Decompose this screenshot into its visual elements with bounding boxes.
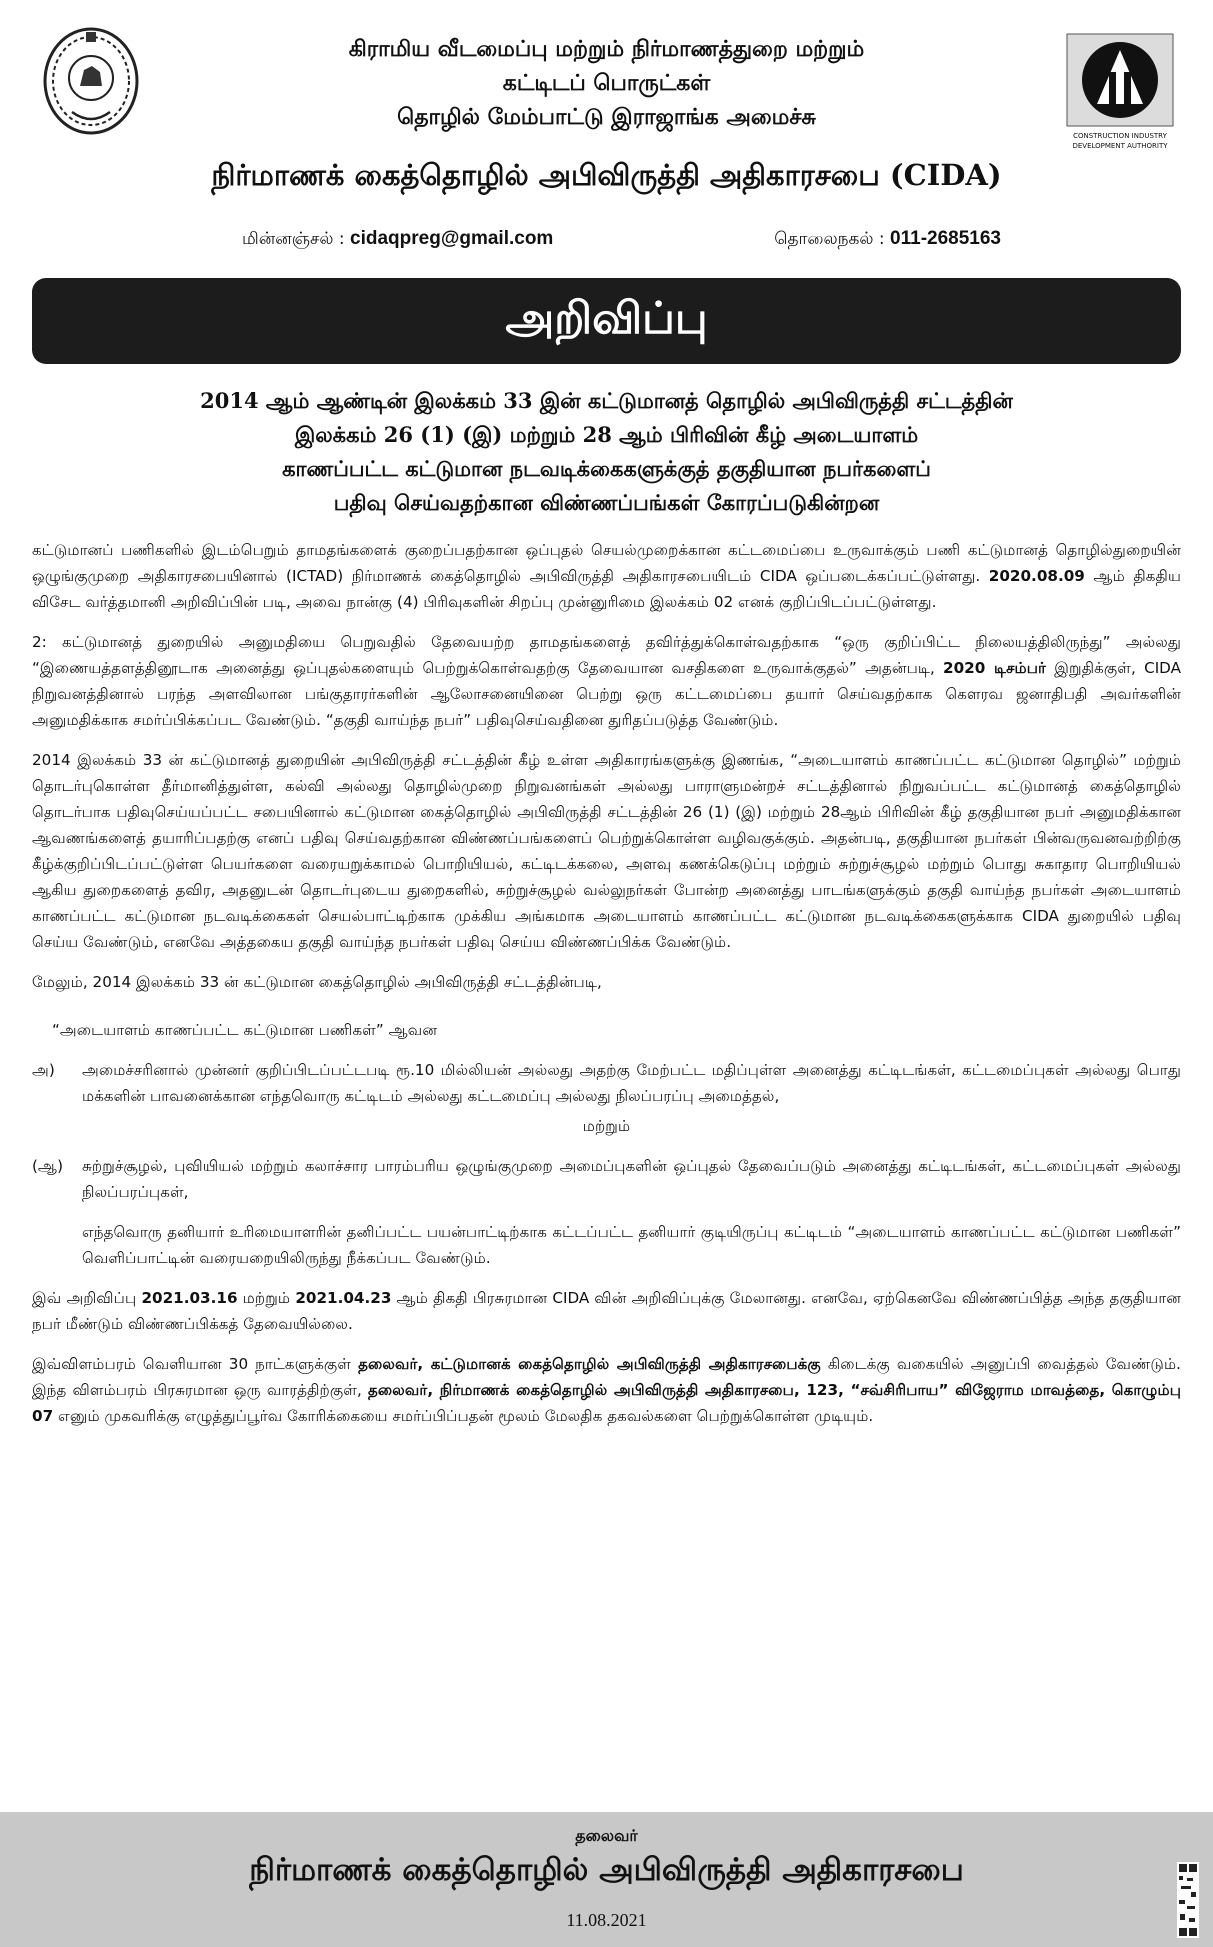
p7-text-b: மற்றும் [237,1289,296,1307]
paragraph-6: எந்தவொரு தனியார் உரிமையாளரின் தனிப்பட்ட பயன்பாட்டிற்காக கட்டப்பட்ட தனியார் குடியிருப்பு கட்டிடம் “அடையாளம் காணப்பட்ட கட்டுமான பணிகள்” வெளிப்பாட்டின் வரையறையிலிருந்து நீக்கப்பட வேண்டும். [82,1223,1181,1267]
p8-text-c: கிடைக்கு வகையில் அனுப்பி வைத்தல் வேண்டும். இந்த விளம்பரம் பிரசுரமான ஒரு வாரத்திற்குள், [32,1355,1181,1399]
subject-line-1: 2014 ஆம் ஆண்டின் இலக்கம் 33 இன் கட்டுமானத் தொழில் அபிவிருத்தி சட்டத்தின் [200,388,1013,413]
subject-heading [40,384,1173,520]
sri-lanka-emblem-icon [42,26,140,136]
email-contact [242,228,553,251]
p7-date-1: 2021.03.16 [141,1289,238,1307]
and-word: மற்றும் [582,1117,631,1135]
paragraph-3: 2014 இலக்கம் 33 ன் கட்டுமானத் துறையின் அபிவிருத்தி சட்டத்தின் கீழ் உள்ள அதிகாரங்களுக்கு இணங்க, “அடையாளம் காணப்பட்ட கட்டுமான தொழில்” மற்றும் தொடர்புகொள்ள தீர்மானித்துள்ள, கல்வி அல்லது தொழில்முறை நிறுவனங்கள் அல்லது பாராளுமன்றச் சட்டத்தினால் நிறுவப்பட்ட கட்டுமானத் கைத்தொழில் தொடர்பாக பதிவுசெய்யப்பட்ட சபையினால் கட்டுமான கைத்தொழில் அபிவிருத்தி சட்டத்தின் 26 (1) (இ) மற்றும் 28ஆம் பிரிவின் கீழ் தகுதியான நபர் அனுமதிக்கான ஆவணங்களைத் தயாரிப்பதற்கு எனப் பதிவு செய்வதற்கான விண்ணப்பங்களைப் பெற்றுக்கொள்ள வழிவகுக்கும். அதன்படி, தகுதியான நபர்கள் பின்வருவனவற்றிற்கு கீழ்க்குறிப்பிடப்பட்டுள்ள பெயர்களை வரையறுக்காமல் பொறியியல், கட்டிடக்கலை, அளவு கணக்கெடுப்பு மற்றும் சுற்றுச்சூழல் மற்றும் பொது சுகாதார பொறியியல் ஆகிய துறைகளைத் தவிர, அதனுடன் தொடர்புடைய துறைகளில், சுற்றுச்சூழல் வல்லுநர்கள் போன்ற அனைத்து பாடங்களுக்கும் தகுதி வாய்ந்த நபர்கள் அடையாளம் காணப்பட்ட கட்டுமான நடவடிக்கைகள் செயல்பாட்டிற்காக முக்கிய அங்கமாக அடையாளம் காணப்பட்ட கட்டுமான நடவடிக்கைகளுக்காக CIDA துறையில் பதிவு செய்ய வேண்டும், எனவே அத்தகைய தகுதி வாய்ந்த நபர்கள் பதிவு செய்ய விண்ணப்பிக்க வேண்டும். [32,751,1181,951]
logo-text-1: CONSTRUCTION INDUSTRY [1073,132,1167,140]
subject-line-3: காணப்பட்ட கட்டுமான நடவடிக்கைகளுக்குத் தகுதியான நபர்களைப் [282,456,931,481]
notice-banner [32,278,1181,364]
p2-text-a: 2: கட்டுமானத் துறையில் அனுமதியை பெறுவதில் தேவையற்ற தாமதங்களைத் தவிர்த்துக்கொள்வதற்காக “ஒரு குறிப்பிட்ட நிலையத்திலிருந்து” அல்லது “இணையத்தளத்தினூடாக அனைத்து ஒப்புதல்களையும் பெற்றுக்கொள்வதற்கு தேவையான வசதிகளை உருவாக்குதல்” அதன்படி, [32,633,1181,677]
paragraph-1 [32,537,1181,615]
notice-date: 11.08.2021 [566,1910,647,1930]
p1-text-a: கட்டுமானப் பணிகளில் இடம்பெறும் தாமதங்களைக் குறைப்பதற்கான ஒப்புதல் செயல்முறைக்கான கட்டமைப்பை உருவாக்கும் பணி கட்டுமானத் தொழில்துறையின் ஒழுங்குமுறை அதிகாரசபையினால் (ICTAD) நிர்மாணக் கைத்தொழில் அபிவிருத்தி அதிகாரசபையிடம் CIDA ஒப்படைக்கப்பட்டுள்ளது. [32,541,1181,585]
notice-title: அறிவிப்பு [505,292,708,344]
header [32,0,1181,280]
p7-date-2: 2021.04.23 [295,1289,392,1307]
p8-text-a: இவ்விளம்பரம் வெளியான 30 நாட்களுக்குள் [32,1355,359,1373]
ministry-line-3: தொழில் மேம்பாட்டு இராஜாங்க அமைச்சு [397,104,816,130]
list-text-b: சுற்றுச்சூழல், புவியியல் மற்றும் கலாச்சார பாரம்பரிய ஒழுங்குமுறை அமைப்புகளின் ஒப்புதல் தேவைப்படும் அனைத்து கட்டிடங்கள், கட்டமைப்புகள் அல்லது நிலப்பரப்புகள், [82,1157,1181,1201]
paragraph-4: மேலும், 2014 இலக்கம் 33 ன் கட்டுமான கைத்தொழில் அபிவிருத்தி சட்டத்தின்படி, [32,973,602,991]
list-marker-a: அ) [32,1061,55,1079]
ministry-name [162,32,1051,134]
p8-bold-1: தலைவர், கட்டுமானக் கைத்தொழில் அபிவிருத்தி அதிகாரசபைக்கு [358,1355,821,1373]
paragraph-7 [32,1285,1181,1337]
logo-text-2: DEVELOPMENT AUTHORITY [1072,142,1168,150]
phone-contact [774,228,1001,251]
authority-name: நிர்மாணக் கைத்தொழில் அபிவிருத்தி அதிகாரசபை (CIDA) [211,158,1002,192]
notice-body [32,537,1181,1443]
phone-value: 011-2685163 [890,228,1001,249]
qr-code-icon [1177,1862,1199,1938]
list-text-a: அமைச்சரினால் முன்னர் குறிப்பிடப்பட்டபடி ரூ.10 மில்லியன் அல்லது அதற்கு மேற்பட்ட மதிப்புள்ள அனைத்து கட்டிடங்கள், கட்டமைப்புகள் அல்லது பொது மக்களின் பாவனைக்கான எந்தவொரு கட்டிடம் அல்லது கட்டமைப்பு அல்லது நிலப்பரப்பு அமைத்தல், [82,1061,1181,1105]
list-marker-b: (ஆ) [32,1157,64,1175]
email-label: மின்னஞ்சல் : [242,229,351,249]
subject-line-2: இலக்கம் 26 (1) (இ) மற்றும் 28 ஆம் பிரிவின் கீழ் அடையாளம் [294,422,919,447]
p7-text-c: ஆம் திகதி பிரசுரமான CIDA வின் அறிவிப்புக்கு மேலானது. எனவே, ஏற்கெனவே விண்ணப்பித்த அந்த தகுதியான நபர் மீண்டும் விண்ணப்பிக்கத் தேவையில்லை. [32,1289,1181,1333]
paragraph-8 [32,1351,1181,1429]
p1-date: 2020.08.09 [988,567,1085,585]
email-value: cidaqpreg@gmail.com [350,228,554,249]
list-item-a [32,1057,1181,1109]
ministry-line-2: கட்டிடப் பொருட்கள் [502,70,711,96]
footer [0,1812,1213,1947]
subject-line-4: பதிவு செய்வதற்கான விண்ணப்பங்கள் கோரப்படுகின்றன [333,490,880,515]
paragraph-2 [32,629,1181,733]
p8-text-d: எனும் முகவரிக்கு எழுத்துப்பூர்வ கோரிக்கையை சமர்ப்பிப்பதன் மூலம் மேலதிக தகவல்களை பெற்றுக்கொள்ள முடியும். [53,1407,874,1425]
signatory-role: தலைவர் [575,1826,638,1845]
cida-logo-icon [1065,32,1175,152]
p2-text-b: இறுதிக்குள், CIDA நிறுவனத்தினால் பரந்த அளவிலான பங்குதாரர்களின் ஆலோசனையினை பெற்று ஒரு கட்டமைப்பை தயார் செய்வதற்காக கௌரவ ஜனாதிபதி அவர்களின் அனுமதிக்காக சமர்ப்பிக்கப்பட வேண்டும். “தகுதி வாய்ந்த நபர்” பதிவுசெய்வதினை துரிதப்படுத்த வேண்டும். [32,659,1181,729]
p8-bold-2: தலைவர், நிர்மாணக் கைத்தொழில் அபிவிருத்தி அதிகாரசபை, 123, “சவ்சிரிபாய” விஜேராம மாவத்தை, கொழும்பு 07 [32,1381,1182,1425]
paragraph-5: “அடையாளம் காணப்பட்ட கட்டுமான பணிகள்” ஆவன [52,1021,438,1039]
p2-date: 2020 டிசம்பர் [943,659,1046,677]
phone-label: தொலைநகல் : [774,229,891,249]
ministry-line-1: கிராமிய வீடமைப்பு மற்றும் நிர்மாணத்துறை மற்றும் [348,36,865,62]
signatory-organization: நிர்மாணக் கைத்தொழில் அபிவிருத்தி அதிகாரசபை [249,1852,964,1888]
p7-text-a: இவ் அறிவிப்பு [32,1289,142,1307]
list-item-b [32,1153,1181,1205]
p1-text-b: ஆம் திகதிய விசேட வர்த்தமானி அறிவிப்பின் படி, அவை நான்கு (4) பிரிவுகளின் சிறப்பு முன்னுரிமை இலக்கம் 02 எனக் குறிப்பிடப்பட்டுள்ளது. [32,567,1181,611]
